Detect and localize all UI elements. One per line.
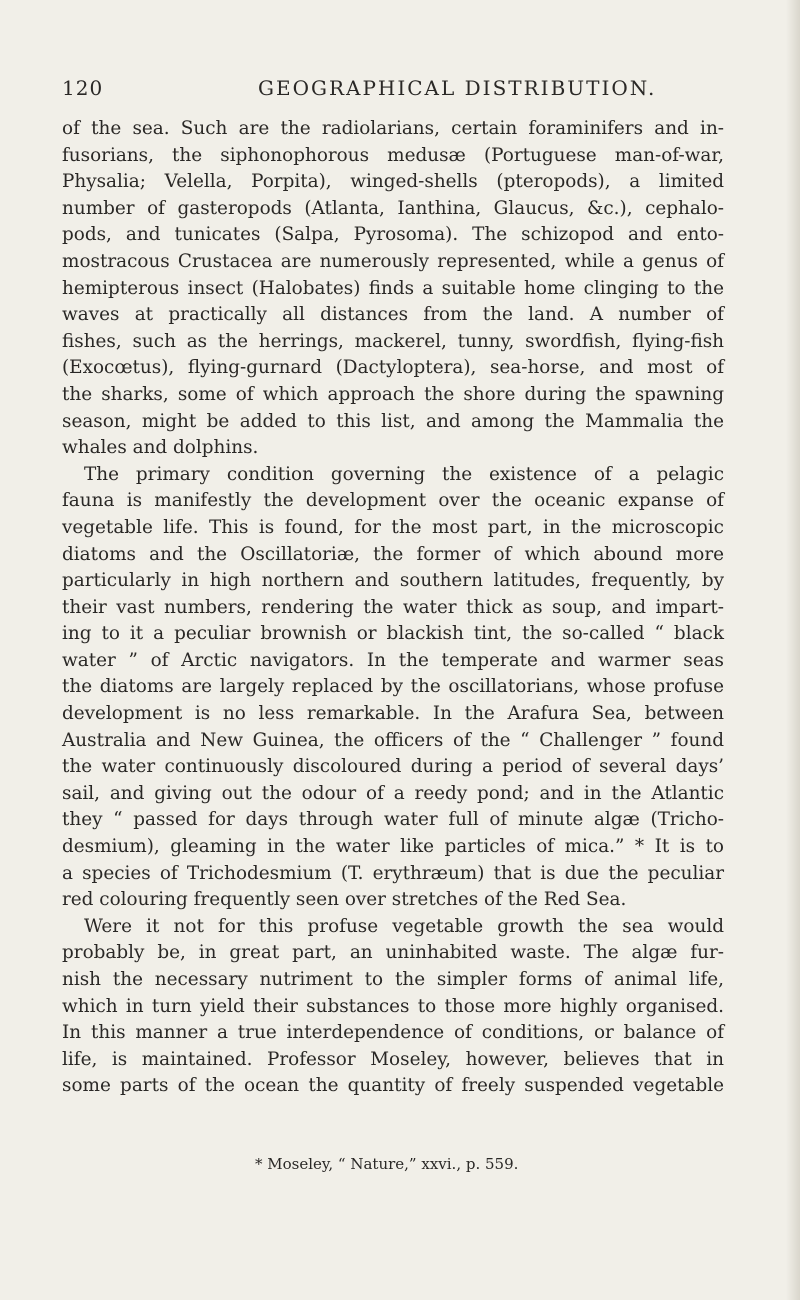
text-line: In this manner a true interdependence of conditions, or balance of bbox=[62, 1022, 724, 1044]
text-line: they “ passed for days through water full of minute algæ (Tricho- bbox=[62, 809, 724, 831]
text-line: life, is maintained. Professor Moseley, however, believes that in bbox=[62, 1048, 724, 1070]
text-line: some parts of the ocean the quantity of freely suspended vegetable bbox=[62, 1075, 724, 1097]
text-line: season, might be added to this list, and among the Mammalia the bbox=[62, 410, 724, 432]
text-line: whales and dolphins. bbox=[62, 437, 259, 459]
text-line: hemipterous insect (Halobates) finds a suitable home clinging to the bbox=[62, 277, 724, 299]
footnote: * Moseley, “ Nature,” xxvi., p. 559. bbox=[255, 1155, 519, 1173]
text-line: diatoms and the Oscillatoriæ, the former of which abound more bbox=[62, 543, 724, 565]
text-line: Physalia; Velella, Porpita), winged-shells (pteropods), a limited bbox=[62, 171, 724, 193]
text-line: vegetable life. This is found, for the most part, in the microscopic bbox=[62, 516, 724, 538]
text-line: ing to it a peculiar brownish or blackish tint, the so-called “ black bbox=[62, 623, 724, 645]
text-line: Australia and New Guinea, the officers of the “ Challenger ” found bbox=[62, 729, 724, 751]
page-header bbox=[62, 76, 712, 106]
text-line: number of gasteropods (Atlanta, Ianthina, Glaucus, &c.), cephalo- bbox=[62, 197, 724, 219]
text-line: nish the necessary nutriment to the simpler forms of animal life, bbox=[62, 969, 724, 990]
text-line: the water continuously discoloured during a period of several days’ bbox=[62, 756, 724, 778]
text-line: red colouring frequently seen over stretches of the Red Sea. bbox=[62, 889, 627, 911]
text-line: fauna is manifestly the development over the oceanic expanse of bbox=[62, 490, 724, 512]
text-line: a species of Trichodesmium (T. erythræum) that is due the peculiar bbox=[62, 862, 724, 884]
text-line: which in turn yield their substances to those more highly organised. bbox=[62, 995, 724, 1017]
text-line: their vast numbers, rendering the water thick as soup, and impart- bbox=[62, 596, 724, 618]
text-line: water ” of Arctic navigators. In the temperate and warmer seas bbox=[62, 649, 724, 671]
text-line: the sharks, some of which approach the shore during the spawning bbox=[62, 383, 724, 405]
text-line: development is no less remarkable. In the Arafura Sea, between bbox=[62, 703, 724, 725]
paragraph-start: Were it not for this profuse vegetable growth the sea would bbox=[84, 915, 724, 937]
running-head: GEOGRAPHICAL DISTRIBUTION. bbox=[258, 76, 657, 100]
text-line: (Exocœtus), flying-gurnard (Dactyloptera), sea-horse, and most of bbox=[62, 357, 724, 379]
text-line: probably be, in great part, an uninhabited waste. The algæ fur- bbox=[62, 942, 724, 964]
paragraph-start: The primary condition governing the existence of a pelagic bbox=[84, 463, 724, 485]
text-line: the diatoms are largely replaced by the oscillatorians, whose profuse bbox=[62, 676, 724, 698]
text-line: particularly in high northern and southern latitudes, frequently, by bbox=[62, 570, 724, 592]
body-text bbox=[62, 116, 724, 1100]
text-line: sail, and giving out the odour of a reedy pond; and in the Atlantic bbox=[62, 782, 724, 804]
text-line: pods, and tunicates (Salpa, Pyrosoma). The schizopod and ento- bbox=[62, 224, 724, 246]
text-line: fusorians, the siphonophorous medusæ (Portuguese man-of-war, bbox=[62, 144, 724, 166]
text-line: desmium), gleaming in the water like particles of mica.” * It is to bbox=[62, 836, 724, 858]
page-edge bbox=[786, 0, 800, 1300]
text-line: fishes, such as the herrings, mackerel, tunny, swordfish, flying-fish bbox=[62, 330, 724, 352]
text-line: of the sea. Such are the radiolarians, certain foraminifers and in- bbox=[62, 118, 724, 139]
text-line: waves at practically all distances from the land. A number of bbox=[62, 304, 724, 326]
page-number: 120 bbox=[62, 76, 104, 100]
text-line: mostracous Crustacea are numerously represented, while a genus of bbox=[62, 250, 724, 272]
